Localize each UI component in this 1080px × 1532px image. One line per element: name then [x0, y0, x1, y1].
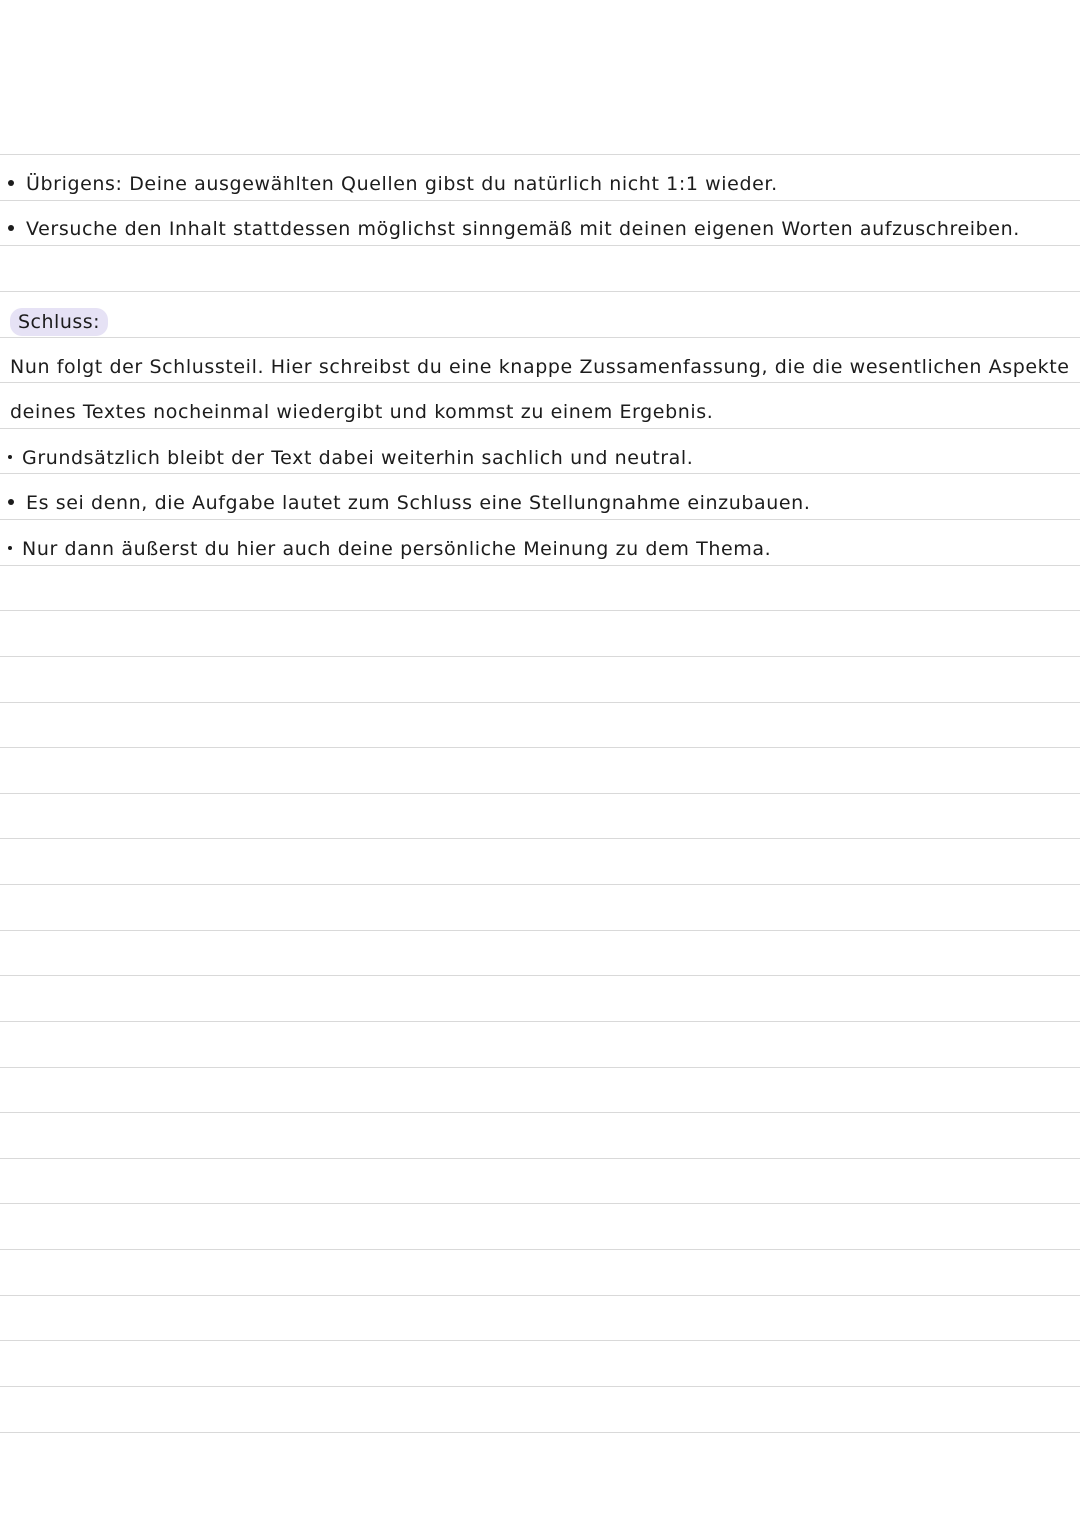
- ruled-line: [0, 1067, 1080, 1068]
- ruled-line: [0, 1386, 1080, 1387]
- ruled-line: [0, 1203, 1080, 1204]
- ruled-line: [0, 1112, 1080, 1113]
- paragraph-text: deines Textes nocheinmal wiedergibt und kommst zu einem Ergebnis.: [10, 401, 714, 423]
- ruled-line: [0, 1432, 1080, 1433]
- bullet-text: Es sei denn, die Aufgabe lautet zum Schluss eine Stellungnahme einzubauen.: [26, 492, 811, 514]
- ruled-line: [0, 793, 1080, 794]
- ruled-line: [0, 1158, 1080, 1159]
- ruled-line: [0, 702, 1080, 703]
- ruled-line: [0, 291, 1080, 292]
- ruled-line: [0, 1249, 1080, 1250]
- note-bullet-line: [8, 209, 1020, 249]
- paragraph-line: [10, 392, 713, 432]
- paragraph-text: Nun folgt der Schlussteil. Hier schreibst du eine knappe Zussamenfassung, die die wesentlichen Aspekte: [10, 356, 1070, 378]
- bullet-text: Versuche den Inhalt stattdessen möglichst sinngemäß mit deinen eigenen Worten aufzuschreiben.: [26, 218, 1020, 240]
- ruled-line: [0, 656, 1080, 657]
- bullet-text: Grundsätzlich bleibt der Text dabei weiterhin sachlich und neutral.: [22, 447, 694, 469]
- ruled-line: [0, 747, 1080, 748]
- ruled-line: [0, 1340, 1080, 1341]
- ruled-line: [0, 930, 1080, 931]
- section-heading: [10, 308, 108, 336]
- ruled-line: [0, 884, 1080, 885]
- ruled-line: [0, 838, 1080, 839]
- ruled-line: [0, 1295, 1080, 1296]
- ruled-line: [0, 610, 1080, 611]
- bullet-dot-icon: [8, 499, 14, 505]
- bullet-text: Übrigens: Deine ausgewählten Quellen gibst du natürlich nicht 1:1 wieder.: [26, 173, 778, 195]
- note-bullet-line: [8, 483, 810, 523]
- bullet-dot-icon: [8, 455, 12, 459]
- ruled-line: [0, 1021, 1080, 1022]
- note-bullet-line: [8, 438, 693, 478]
- bullet-dot-icon: [8, 225, 14, 231]
- bullet-dot-icon: [8, 180, 14, 186]
- note-bullet-line: [8, 164, 778, 204]
- paragraph-line: [10, 347, 1070, 387]
- note-bullet-line: [8, 529, 771, 569]
- bullet-dot-icon: [8, 546, 12, 550]
- ruled-line: [0, 337, 1080, 338]
- ruled-line: [0, 975, 1080, 976]
- ruled-line: [0, 154, 1080, 155]
- heading-highlight: Schluss:: [10, 308, 108, 336]
- bullet-text: Nur dann äußerst du hier auch deine persönliche Meinung zu dem Thema.: [22, 538, 772, 560]
